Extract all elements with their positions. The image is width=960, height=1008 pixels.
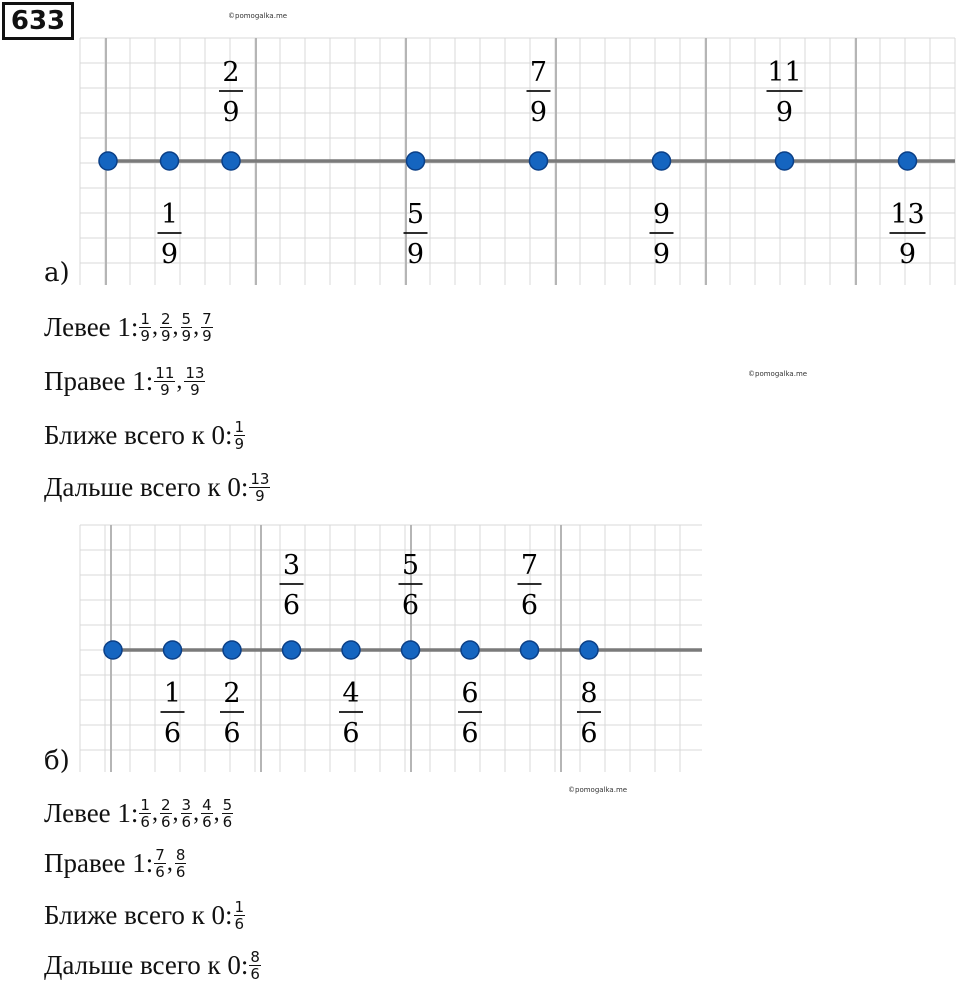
separator: ,	[151, 314, 158, 340]
numerator: 1	[140, 310, 150, 329]
fraction	[234, 419, 246, 452]
fraction	[181, 311, 193, 344]
numerator: 4	[202, 796, 212, 815]
numerator: 7	[155, 846, 165, 865]
axis-point	[521, 641, 539, 659]
numerator: 7	[529, 57, 548, 88]
denominator: 9	[652, 239, 671, 270]
numerator: 3	[181, 796, 192, 815]
fraction-label	[280, 550, 304, 621]
answer-label: Дальше всего к 0:	[44, 471, 249, 502]
fraction-list	[138, 796, 234, 830]
denominator: 6	[342, 718, 360, 749]
numerator: 1	[234, 898, 245, 917]
fraction	[201, 311, 213, 344]
denominator: 9	[222, 97, 240, 128]
denominator: 9	[898, 239, 917, 270]
answer-label: Правее 1:	[44, 365, 154, 396]
axis-point	[283, 641, 301, 659]
denominator: 9	[140, 327, 150, 346]
axis-point	[461, 641, 479, 659]
answer-label: Левее 1:	[44, 311, 139, 342]
denominator: 9	[202, 327, 212, 346]
denominator: 6	[401, 590, 420, 621]
answer-label: Ближе всего к 0:	[44, 899, 233, 930]
numerator: 13	[250, 470, 270, 489]
denominator: 6	[223, 718, 241, 749]
axis-point	[223, 641, 241, 659]
numerator: 3	[282, 550, 301, 581]
watermark: ©pomogalka.me	[228, 12, 288, 20]
fraction	[201, 797, 213, 830]
denominator: 6	[234, 915, 245, 934]
fraction-label	[577, 678, 601, 749]
fraction-label	[161, 678, 185, 749]
numerator: 8	[250, 948, 260, 967]
axis-point	[161, 152, 179, 170]
answer-label: Правее 1:	[44, 847, 154, 878]
numerator: 8	[580, 678, 598, 709]
answer-right-of-one	[44, 364, 206, 398]
numerator: 5	[181, 310, 192, 329]
denominator: 9	[406, 239, 425, 270]
fraction-label	[339, 678, 363, 749]
fraction	[184, 365, 205, 398]
numerator: 13	[185, 364, 205, 383]
watermark: ©pomogalka.me	[568, 786, 628, 794]
fraction	[139, 311, 151, 344]
numerator: 2	[223, 678, 241, 709]
fraction	[160, 311, 172, 344]
answer-label: Левее 1:	[44, 797, 139, 828]
numerator: 9	[652, 199, 671, 230]
denominator: 6	[175, 863, 186, 882]
numerator: 7	[202, 310, 212, 329]
numerator: 11	[155, 364, 175, 383]
fraction-label	[219, 57, 243, 128]
fraction-list	[153, 364, 206, 398]
separator: ,	[213, 800, 220, 826]
axis-point	[342, 641, 360, 659]
numerator: 11	[767, 57, 802, 88]
fraction-label	[458, 678, 482, 749]
numerator: 1	[234, 418, 245, 437]
separator: ,	[193, 314, 200, 340]
denominator: 6	[222, 813, 233, 832]
numerator: 7	[520, 550, 539, 581]
fraction	[249, 471, 270, 504]
fraction	[154, 847, 166, 880]
numerator: 6	[461, 678, 479, 709]
denominator: 9	[234, 435, 245, 454]
axis-point	[653, 152, 671, 170]
answer-right-of-one	[44, 846, 187, 880]
fraction	[181, 797, 193, 830]
axis-point	[164, 641, 182, 659]
fraction-label	[650, 199, 674, 270]
numerator: 5	[222, 796, 233, 815]
denominator: 6	[140, 813, 150, 832]
denominator: 9	[255, 487, 265, 506]
answer-left-of-one	[44, 310, 214, 344]
numerator: 2	[222, 57, 240, 88]
denominator: 6	[160, 813, 171, 832]
separator: ,	[151, 800, 158, 826]
numerator: 4	[342, 678, 360, 709]
axis-point	[530, 152, 548, 170]
denominator: 6	[282, 590, 301, 621]
numerator: 13	[890, 199, 925, 230]
denominator: 9	[181, 327, 192, 346]
separator: ,	[166, 850, 173, 876]
denominator: 9	[160, 239, 179, 270]
watermark: ©pomogalka.me	[748, 370, 808, 378]
numerator: 1	[163, 678, 182, 709]
fraction	[222, 797, 234, 830]
numerator: 5	[406, 199, 425, 230]
denominator: 6	[461, 718, 479, 749]
axis-point	[99, 152, 117, 170]
denominator: 6	[181, 813, 192, 832]
number-line-b	[0, 520, 960, 780]
fraction-label	[767, 57, 803, 128]
fraction	[139, 797, 151, 830]
denominator: 6	[250, 965, 260, 984]
numerator: 1	[140, 796, 150, 815]
answer-farthest	[44, 470, 271, 504]
fraction-label	[890, 199, 926, 270]
denominator: 9	[775, 97, 794, 128]
axis-point	[899, 152, 917, 170]
fraction	[175, 847, 187, 880]
axis-point	[222, 152, 240, 170]
fraction-list	[233, 418, 247, 452]
problem-number: 633	[2, 2, 74, 40]
answer-label: Дальше всего к 0:	[44, 949, 249, 980]
fraction	[154, 365, 175, 398]
answer-left-of-one	[44, 796, 234, 830]
denominator: 6	[155, 863, 165, 882]
axis-point	[104, 641, 122, 659]
numerator: 8	[175, 846, 186, 865]
fraction-label	[220, 678, 244, 749]
numerator: 2	[160, 796, 171, 815]
answer-closest	[44, 898, 246, 932]
denominator: 6	[202, 813, 212, 832]
fraction	[249, 949, 261, 982]
separator: ,	[172, 800, 179, 826]
denominator: 6	[580, 718, 598, 749]
number-line-a	[0, 0, 960, 290]
fraction	[234, 899, 246, 932]
numerator: 5	[401, 550, 420, 581]
axis-point	[402, 641, 420, 659]
denominator: 9	[160, 327, 171, 346]
separator: ,	[172, 314, 179, 340]
denominator: 9	[529, 97, 548, 128]
answer-label: Ближе всего к 0:	[44, 419, 233, 450]
numerator: 2	[160, 310, 171, 329]
fraction-list	[248, 948, 262, 982]
fraction-list	[248, 470, 271, 504]
part-label-a: а)	[44, 258, 70, 288]
answer-farthest	[44, 948, 262, 982]
axis-point	[776, 152, 794, 170]
axis-point	[407, 152, 425, 170]
denominator: 9	[160, 381, 170, 400]
separator: ,	[176, 368, 183, 394]
fraction-list	[153, 846, 187, 880]
fraction-label	[404, 199, 428, 270]
fraction-list	[138, 310, 213, 344]
axis-point	[580, 641, 598, 659]
denominator: 6	[163, 718, 182, 749]
denominator: 6	[520, 590, 539, 621]
fraction-list	[233, 898, 247, 932]
denominator: 9	[190, 381, 200, 400]
answer-closest	[44, 418, 246, 452]
part-label-b: б)	[44, 746, 70, 776]
separator: ,	[193, 800, 200, 826]
fraction	[160, 797, 172, 830]
numerator: 1	[160, 199, 179, 230]
fraction-label	[158, 199, 182, 270]
